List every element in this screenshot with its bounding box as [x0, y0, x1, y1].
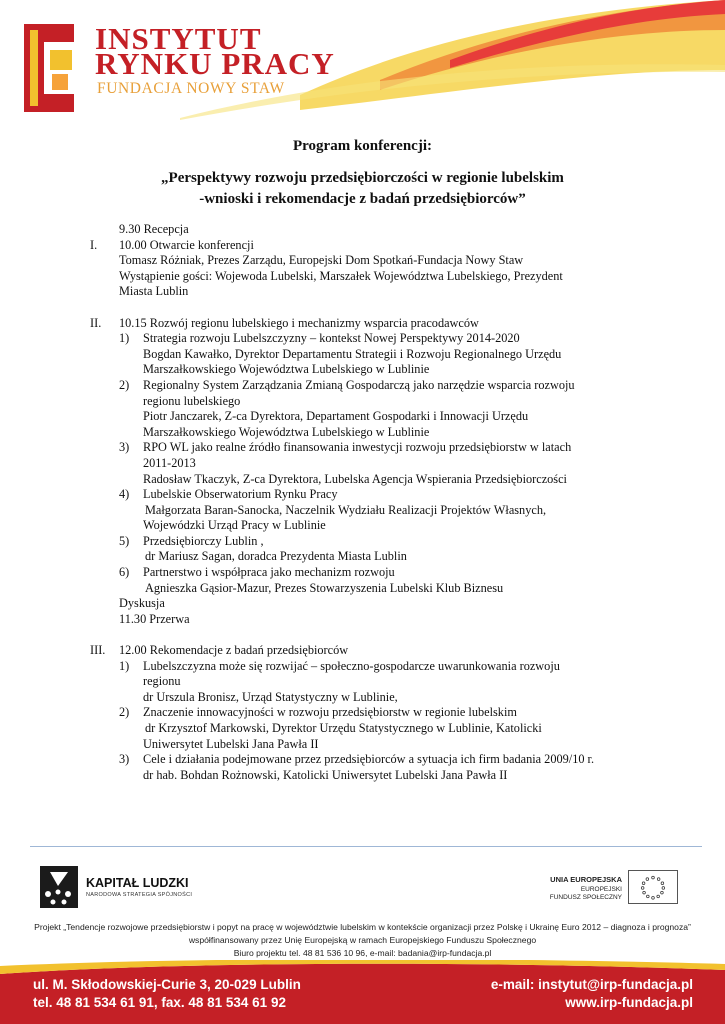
- item-number: 2): [119, 705, 130, 720]
- program-line: dr hab. Bohdan Rożnowski, Katolicki Uniwersytet Lubelski Jana Pawła II: [143, 767, 508, 782]
- session-numeral: II.: [90, 315, 102, 330]
- program-item: [80, 440, 660, 456]
- contact-address: ul. M. Skłodowskiej-Curie 3, 20-029 Lublin: [33, 977, 301, 992]
- program-session: [80, 316, 660, 332]
- program-item: [80, 565, 660, 581]
- program-item: [80, 378, 660, 394]
- program-session: [80, 643, 660, 659]
- program-line: Miasta Lublin: [119, 284, 189, 299]
- kapital-ludzki-logo-icon: [38, 862, 80, 910]
- program-line: 9.30 Recepcja: [119, 222, 189, 236]
- logo-title-rynku-pracy: RYNKU PRACY: [95, 46, 335, 81]
- item-number: 6): [119, 565, 130, 580]
- contact-band-background: [0, 960, 725, 1024]
- program-line: dr Urszula Bronisz, Urząd Statystyczny w Lublinie,: [143, 689, 398, 704]
- program-line: Radosław Tkaczyk, Z-ca Dyrektora, Lubelska Agencja Wspierania Przedsiębiorczości: [143, 471, 567, 486]
- project-info: [0, 921, 725, 960]
- item-number: 5): [119, 533, 130, 548]
- logo-title-instytut: INSTYTUT: [95, 21, 262, 56]
- item-number: 4): [119, 487, 130, 502]
- page-title: Program konferencji:: [293, 138, 432, 154]
- contact-phone: tel. 48 81 534 61 91, fax. 48 81 534 61 92: [33, 995, 286, 1010]
- program-line: Lubelskie Obserwatorium Rynku Pracy: [143, 487, 338, 502]
- eu-fund-label: FUNDUSZ SPOŁECZNY: [549, 894, 622, 901]
- program-line: Strategia rozwoju Lubelszczyzny – kontekst Nowej Perspektywy 2014-2020: [143, 331, 520, 346]
- program-item: [80, 659, 660, 675]
- program-item: [80, 705, 660, 721]
- program-line: Małgorzata Baran-Sanocka, Naczelnik Wydziału Realizacji Projektów Własnych,: [145, 502, 547, 517]
- program-line: Marszałkowskiego Województwa Lubelskiego w Lublinie: [143, 424, 430, 439]
- program-item: [80, 487, 660, 503]
- conference-title-line: „Perspektywy rozwoju przedsiębiorczości w regionie lubelskim: [161, 170, 564, 186]
- program-line: Bogdan Kawałko, Dyrektor Departamentu Strategii i Rozwoju Regionalnego Urzędu: [143, 346, 562, 361]
- program-line: Agnieszka Gąsior-Mazur, Prezes Stowarzyszenia Lubelski Klub Biznesu: [145, 580, 504, 595]
- program-line: Lubelszczyzna może się rozwijać – społeczno-gospodarcze uwarunkowania rozwoju: [143, 658, 560, 673]
- item-number: 1): [119, 331, 130, 346]
- program-line: Uniwersytet Lubelski Jana Pawła II: [143, 736, 319, 751]
- program-line: 2011-2013: [143, 455, 196, 470]
- program-line: Cele i działania podejmowane przez przedsiębiorców a sytuacja ich firm badania 2009/10 r.: [143, 752, 595, 767]
- item-number: 3): [119, 752, 130, 767]
- program-session: [80, 238, 660, 254]
- program-line: Przedsiębiorczy Lublin ,: [143, 533, 264, 548]
- program-line: 12.00 Rekomendacje z badań przedsiębiorców: [119, 643, 349, 658]
- footer-divider: [30, 846, 702, 847]
- program-line: dr Mariusz Sagan, doradca Prezydenta Miasta Lublin: [145, 549, 407, 564]
- program-line: 10.15 Rozwój regionu lubelskiego i mechanizmy wsparcia pracodawców: [119, 315, 479, 330]
- program-line: Marszałkowskiego Województwa Lubelskiego w Lublinie: [143, 362, 430, 377]
- program-line: Regionalny System Zarządzania Zmianą Gospodarczą jako narzędzie wsparcia rozwoju: [143, 377, 575, 392]
- program-line: 10.00 Otwarcie konferencji: [119, 237, 254, 252]
- program-line: regionu lubelskiego: [143, 393, 241, 408]
- logo-subtitle: FUNDACJA NOWY STAW: [97, 80, 285, 97]
- project-line: współfinansowany przez Unię Europejską w ramach Europejskiego Funduszu Społecznego: [188, 935, 537, 945]
- letterhead-header: [0, 0, 725, 120]
- kapital-ludzki-subtitle: NARODOWA STRATEGIA SPÓJNOŚCI: [86, 892, 193, 898]
- program-line: RPO WL jako realne źródło finansowania inwestycji rozwoju przedsiębiorstw w latach: [143, 440, 572, 455]
- item-number: 3): [119, 440, 130, 455]
- program-line: Partnerstwo i współpraca jako mechanizm rozwoju: [143, 565, 395, 580]
- eu-fund-label: EUROPEJSKI: [580, 886, 622, 893]
- program-item: [80, 534, 660, 550]
- program-line: dr Krzysztof Markowski, Dyrektor Urzędu Statystycznego w Lublinie, Katolicki: [145, 721, 542, 735]
- contact-band: [0, 960, 725, 1024]
- program-line: Wystąpienie gości: Wojewoda Lubelski, Marszałek Województwa Lubelskiego, Prezydent: [119, 268, 563, 283]
- item-number: 1): [119, 658, 130, 673]
- program-line: Wojewódzki Urząd Pracy w Lublinie: [143, 518, 326, 533]
- session-numeral: III.: [90, 643, 106, 658]
- program-item: [80, 331, 660, 347]
- program-line: Znaczenie innowacyjności w rozwoju przedsiębiorstw w regionie lubelskim: [143, 705, 517, 720]
- program-line: regionu: [143, 674, 181, 689]
- contact-email[interactable]: e-mail: instytut@irp-fundacja.pl: [490, 977, 693, 992]
- program-line: Dyskusja: [119, 596, 165, 611]
- program-line: 11.30 Przerwa: [119, 611, 190, 626]
- project-line: Biuro projektu tel. 48 81 536 10 96, e-mail: badania@irp-fundacja.pl: [233, 948, 492, 958]
- program-line: Piotr Janczarek, Z-ca Dyrektora, Departament Gospodarki i Innowacji Urzędu: [143, 409, 529, 424]
- kapital-ludzki-title: KAPITAŁ LUDZKI: [86, 876, 189, 890]
- conference-title: [0, 168, 725, 210]
- session-numeral: I.: [90, 237, 98, 252]
- project-line: Projekt „Tendencje rozwojowe przedsiębiorstw i popyt na pracę w województwie lubelskim w kontekście organizacji przez Polskę i Ukrainę Euro 2012 – diagnoza i prognoza”: [34, 922, 691, 932]
- eu-flag-icon: [628, 870, 678, 904]
- eu-label: UNIA EUROPEJSKA: [550, 875, 622, 884]
- program-item: [80, 752, 660, 768]
- contact-website[interactable]: www.irp-fundacja.pl: [565, 995, 693, 1010]
- conference-title-line: -wnioski i rekomendacje z badań przedsiębiorców”: [199, 191, 526, 207]
- program-line: Tomasz Różniak, Prezes Zarządu, Europejski Dom Spotkań-Fundacja Nowy Staw: [119, 253, 524, 268]
- program-list: [80, 222, 660, 783]
- item-number: 2): [119, 377, 130, 392]
- irp-logo-icon: [22, 22, 80, 114]
